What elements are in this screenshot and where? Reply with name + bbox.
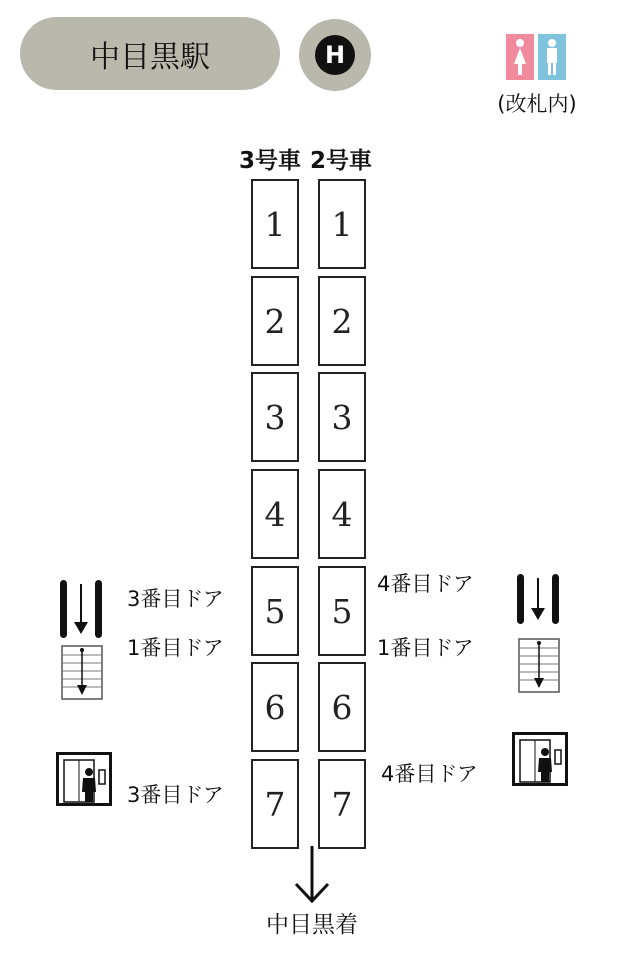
car2-door-4: 4 xyxy=(318,469,366,559)
stairs-down-icon xyxy=(518,638,560,693)
right-elevator-label: 4番目ドア xyxy=(381,762,478,786)
car3-door-4: 4 xyxy=(251,469,299,559)
car2-door-7: 7 xyxy=(318,759,366,849)
car-label-3: 3号車 xyxy=(238,148,301,174)
car3-door-7: 7 xyxy=(251,759,299,849)
car-label-2: 2号車 xyxy=(309,148,372,174)
station-name-pill xyxy=(20,17,280,90)
escalator-icon xyxy=(515,572,561,626)
car3-door-1: 1 xyxy=(251,179,299,269)
right-escalator-label: 4番目ドア xyxy=(377,572,474,596)
arrow-down-icon xyxy=(292,846,332,904)
stairs-down-icon xyxy=(61,645,103,700)
car3-door-6: 6 xyxy=(251,662,299,752)
left-stairs-label: 1番目ドア xyxy=(127,636,224,660)
car2-door-6: 6 xyxy=(318,662,366,752)
car2-door-5: 5 xyxy=(318,566,366,656)
restroom-icon xyxy=(506,34,566,80)
car2-door-2: 2 xyxy=(318,276,366,366)
car3-door-5: 5 xyxy=(251,566,299,656)
line-badge-icon xyxy=(299,19,371,91)
car3-door-2: 2 xyxy=(251,276,299,366)
right-stairs-label: 1番目ドア xyxy=(377,636,474,660)
car2-door-3: 3 xyxy=(318,372,366,462)
arrival-label: 中目黒着 xyxy=(266,912,358,938)
elevator-icon xyxy=(56,752,112,806)
elevator-icon xyxy=(512,732,568,786)
left-escalator-label: 3番目ドア xyxy=(127,587,224,611)
escalator-icon xyxy=(58,578,104,640)
car3-door-3: 3 xyxy=(251,372,299,462)
car2-door-1: 1 xyxy=(318,179,366,269)
restroom-note: (改札内) xyxy=(497,92,577,116)
line-badge-letter: H xyxy=(315,35,355,75)
station-name: 中目黒駅 xyxy=(90,39,210,75)
left-elevator-label: 3番目ドア xyxy=(127,783,224,807)
